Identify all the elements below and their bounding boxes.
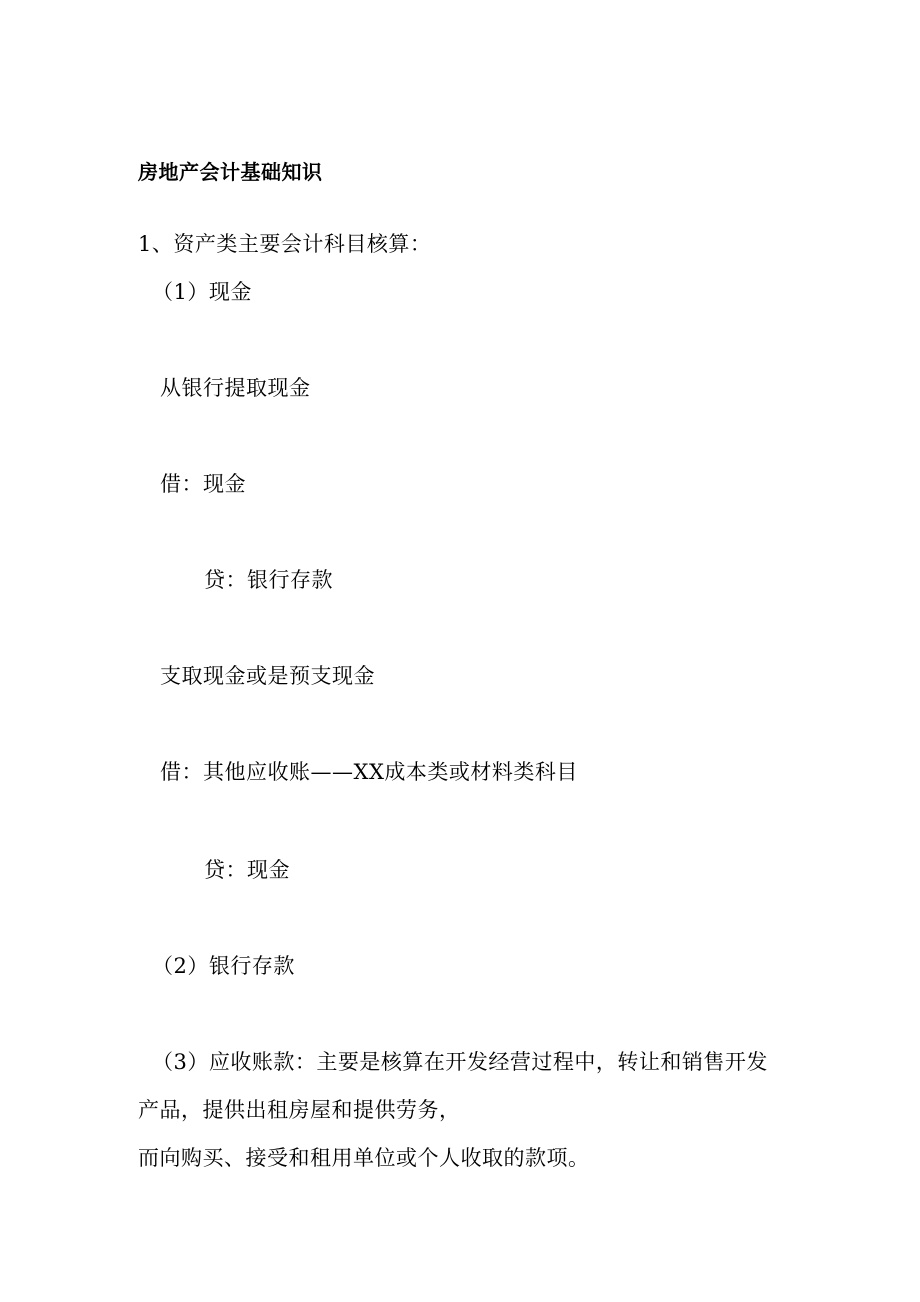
debit-line: 借：现金: [160, 472, 246, 496]
subsection-heading: （2）银行存款: [152, 954, 295, 978]
text-line: 从银行提取现金: [160, 376, 311, 400]
paragraph-line: （3）应收账款：主要是核算在开发经营过程中，转让和销售开发: [152, 1050, 768, 1074]
document-title: 房地产会计基础知识: [138, 160, 323, 184]
paragraph-line: 而向购买、接受和租用单位或个人收取的款项。: [138, 1146, 590, 1170]
subsection-heading: （1）现金: [152, 280, 252, 304]
text-line: 支取现金或是预支现金: [160, 664, 375, 688]
debit-line: 借：其他应收账——XX成本类或材料类科目: [160, 760, 578, 784]
credit-line: 贷：银行存款: [204, 568, 333, 592]
section-heading: 1、资产类主要会计科目核算：: [138, 232, 432, 256]
paragraph-line: 产品，提供出租房屋和提供劳务，: [138, 1098, 461, 1122]
credit-line: 贷：现金: [204, 858, 290, 882]
